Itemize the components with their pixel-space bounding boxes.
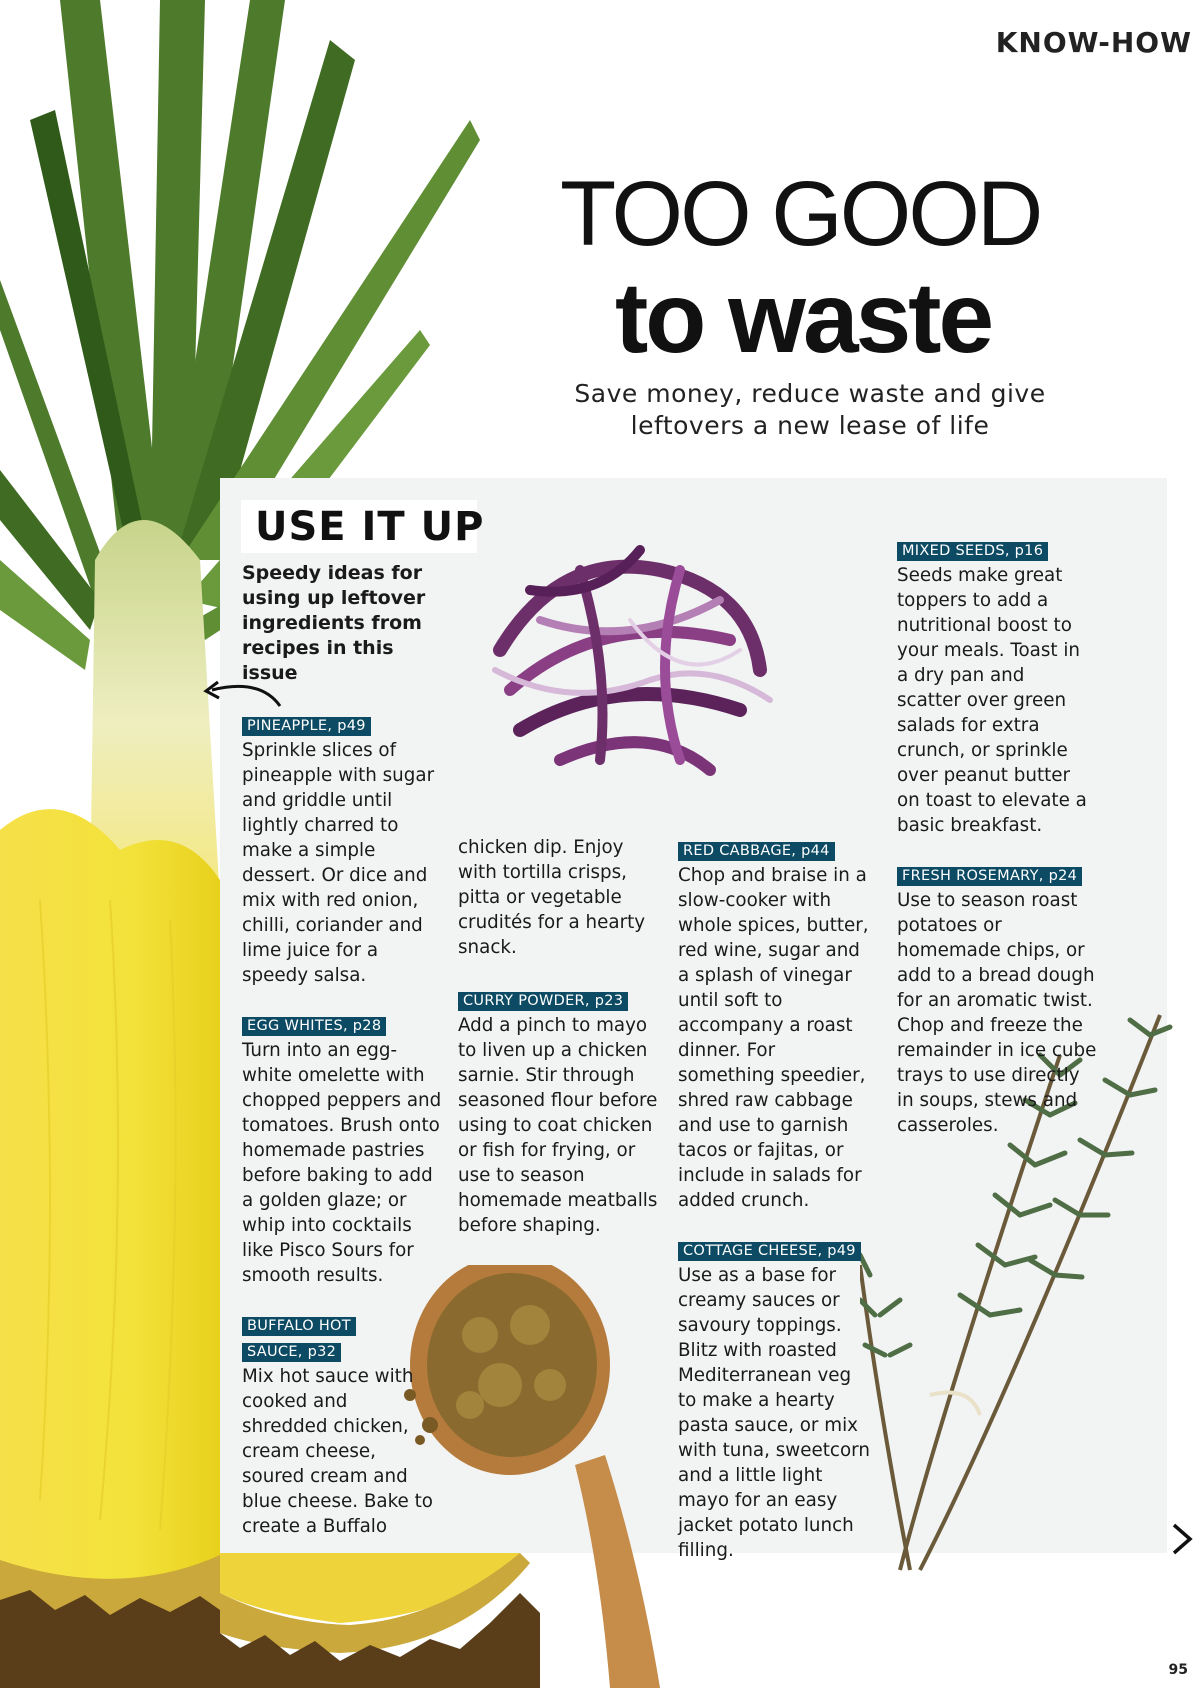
tip-text: Turn into an egg-white omelette with chopped peppers and tomatoes. Brush onto homemade pastries before baking to add a golden glaze; or whip into cocktails like Pisco Sours for smooth results. [242, 1040, 442, 1286]
tip-tag: EGG WHITES, p28 [242, 1017, 386, 1036]
tip-text: Seeds make great toppers to add a nutritional boost to your meals. Toast in a dry pan and scatter over green salads for extra crunch, or sprinkle over peanut butter on toast to elevate a basic breakfast. [897, 565, 1087, 836]
tip-tag-line2: SAUCE, p32 [242, 1343, 341, 1362]
tip-tag: RED CABBAGE, p44 [678, 842, 835, 861]
page-title-line2: to waste [615, 262, 992, 374]
page-title: TOO GOOD [560, 163, 1041, 265]
tip-text: Use to season roast potatoes or homemade chips, or add to a bread dough for an aromatic twist. Chop and freeze the remainder in ice cube trays to use directly in soups, stews and casseroles. [897, 890, 1097, 1136]
tip-tag: COTTAGE CHEESE, p49 [678, 1242, 861, 1261]
tip-fresh-rosemary [897, 862, 1097, 1138]
tip-text: Chop and braise in a slow-cooker with whole spices, butter, red wine, sugar and a splash of vinegar until soft to accompany a roast dinner. For something speedier, shred raw cabbage and use to garnish tacos or fajitas, or include in salads for added crunch. [678, 865, 869, 1211]
curry-powder-spoon-image [400, 1265, 700, 1688]
section-label: KNOW-HOW [995, 26, 1192, 59]
page-subtitle: Save money, reduce waste and give leftovers a new lease of life [574, 379, 1046, 440]
tip-tag: CURRY POWDER, p23 [458, 992, 628, 1011]
tip-cottage-cheese [678, 1237, 874, 1563]
tip-text: Use as a base for creamy sauces or savoury toppings. Blitz with roasted Mediterranean veg to make a hearty pasta sauce, or mix with tuna, sweetcorn and a little light mayo for an easy jacket potato lunch filling. [678, 1265, 870, 1561]
curved-arrow-left-icon [200, 676, 286, 710]
panel-intro: Speedy ideas for using up leftover ingredients from recipes in this issue [242, 562, 426, 684]
tip-text: Add a pinch to mayo to liven up a chicken sarnie. Stir through seasoned flour before using to coat chicken or fish for frying, or use to season homemade meatballs before shaping. [458, 1015, 658, 1236]
tip-text: Mix hot sauce with cooked and shredded chicken, cream cheese, soured cream and blue cheese. Bake to create a Buffalo [242, 1366, 433, 1537]
tip-pineapple [242, 712, 440, 988]
tip-text: chicken dip. Enjoy with tortilla crisps, pitta or vegetable crudités for a hearty snack. [458, 837, 646, 958]
tip-buffalo-continued [458, 835, 648, 960]
tip-buffalo-hot-sauce [242, 1312, 438, 1539]
tip-mixed-seeds [897, 537, 1093, 838]
red-cabbage-image [480, 530, 780, 790]
tip-tag: MIXED SEEDS, p16 [897, 542, 1048, 561]
tip-tag: BUFFALO HOT [242, 1317, 356, 1336]
tip-red-cabbage [678, 837, 874, 1213]
tip-tag: PINEAPPLE, p49 [242, 717, 371, 736]
tip-text: Sprinkle slices of pineapple with sugar and griddle until lightly charred to make a simple dessert. Or dice and mix with red onion, chilli, coriander and lime juice for a speedy salsa. [242, 740, 435, 986]
page-number: 95 [1168, 1662, 1188, 1678]
chevron-right-icon[interactable] [1170, 1522, 1194, 1556]
tip-egg-whites [242, 1012, 442, 1288]
panel-heading: USE IT UP [255, 504, 485, 550]
tip-curry-powder [458, 987, 658, 1238]
tip-tag: FRESH ROSEMARY, p24 [897, 867, 1082, 886]
